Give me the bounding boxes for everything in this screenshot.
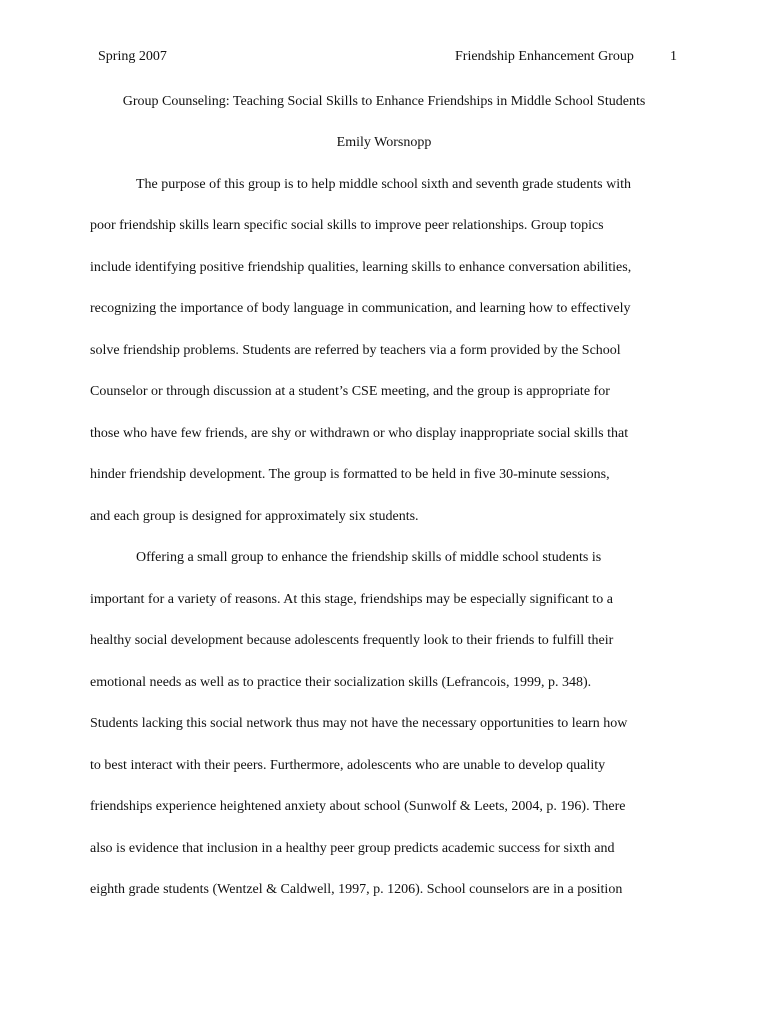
author-name: Emily Worsnopp xyxy=(336,135,432,150)
running-header-date: Spring 2007 xyxy=(98,49,167,64)
paragraph-2-line-9: eighth grade students (Wentzel & Caldwell, 1997, p. 1206). School counselors are in a position xyxy=(90,882,623,897)
paragraph-2-line-8: also is evidence that inclusion in a healthy peer group predicts academic success for sixth and xyxy=(90,841,615,856)
paragraph-1-line-7: those who have few friends, are shy or withdrawn or who display inappropriate social skills that xyxy=(90,426,629,441)
page-number: 1 xyxy=(670,49,677,64)
paragraph-2-line-1: Offering a small group to enhance the friendship skills of middle school students is xyxy=(136,550,602,565)
paragraph-1-line-8: hinder friendship development. The group is formatted to be held in five 30-minute sessions, xyxy=(90,467,610,482)
paragraph-2-line-7: friendships experience heightened anxiety about school (Sunwolf & Leets, 2004, p. 196). There xyxy=(90,799,626,814)
paragraph-2-line-4: emotional needs as well as to practice their socialization skills (Lefrancois, 1999, p. 348). xyxy=(90,675,592,690)
paragraph-1-line-4: recognizing the importance of body language in communication, and learning how to effectively xyxy=(90,301,631,316)
paragraph-1-line-3: include identifying positive friendship qualities, learning skills to enhance conversation abilities, xyxy=(90,260,632,275)
paragraph-1-line-6: Counselor or through discussion at a student’s CSE meeting, and the group is appropriate for xyxy=(90,384,610,399)
paragraph-2-line-3: healthy social development because adolescents frequently look to their friends to fulfill their xyxy=(90,633,614,648)
paragraph-2-line-6: to best interact with their peers. Furthermore, adolescents who are unable to develop quality xyxy=(90,758,606,773)
paragraph-2-line-5: Students lacking this social network thus may not have the necessary opportunities to learn how xyxy=(90,716,628,731)
paper-title: Group Counseling: Teaching Social Skills to Enhance Friendships in Middle School Students xyxy=(122,94,646,109)
paragraph-1-line-9: and each group is designed for approximately six students. xyxy=(90,509,419,524)
paragraph-1-line-1: The purpose of this group is to help middle school sixth and seventh grade students with xyxy=(136,177,631,192)
paragraph-1-line-2: poor friendship skills learn specific social skills to improve peer relationships. Group topics xyxy=(90,218,604,233)
paragraph-2-line-2: important for a variety of reasons. At this stage, friendships may be especially significant to a xyxy=(90,592,613,607)
paragraph-1-line-5: solve friendship problems. Students are referred by teachers via a form provided by the School xyxy=(90,343,621,358)
running-header-title: Friendship Enhancement Group xyxy=(455,49,634,64)
